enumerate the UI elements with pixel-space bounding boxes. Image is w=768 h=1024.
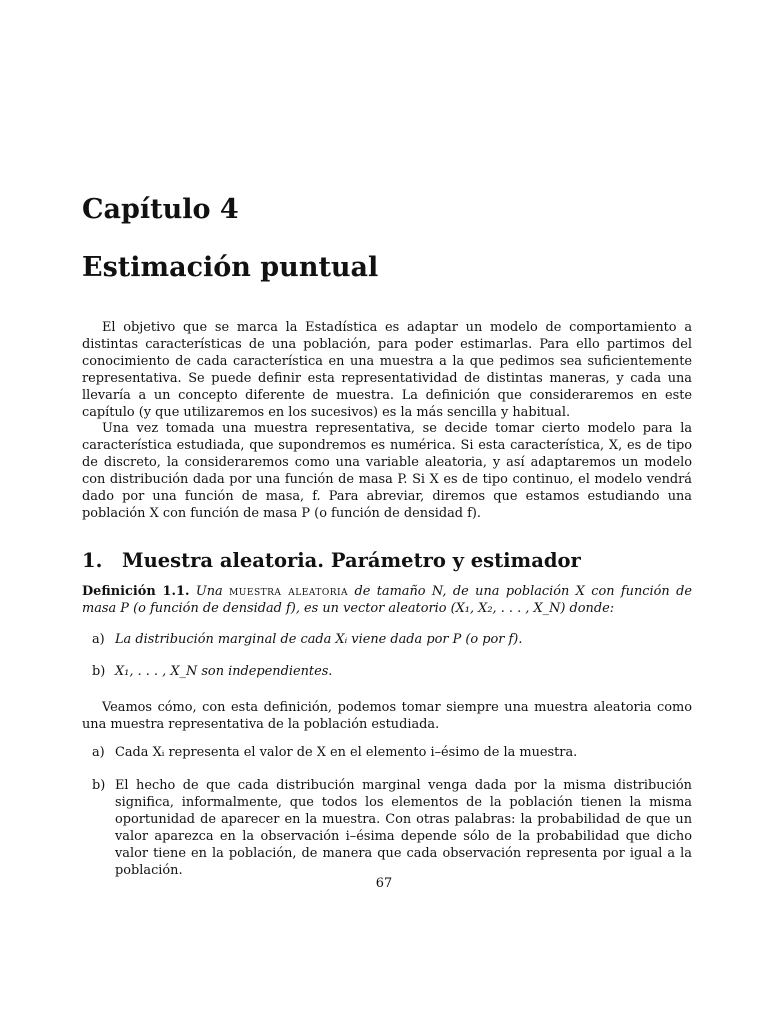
list-item xyxy=(82,778,692,879)
definition-text-after: de tamaño N, de una población X con función de masa P (o función de densidad f), es un vector aleatorio (X₁, X₂, . . . , X_N) donde: xyxy=(82,584,692,616)
page-number: 67 xyxy=(375,876,393,891)
list-marker: b) xyxy=(92,778,106,793)
chapter-label: Capítulo 4 xyxy=(82,194,239,225)
definition-item-b xyxy=(82,664,692,681)
intro-text xyxy=(82,320,692,523)
definition-label: Definición 1.1. xyxy=(82,584,190,599)
section-number: 1. xyxy=(82,549,103,572)
list-item xyxy=(82,664,692,681)
after-definition-text xyxy=(82,700,692,734)
observation-item-b xyxy=(82,778,692,879)
list-marker: b) xyxy=(92,664,106,679)
list-item-text: Cada Xᵢ representa el valor de X en el elemento i–ésimo de la muestra. xyxy=(115,745,578,760)
list-item xyxy=(82,745,692,762)
definition-text-before: Una xyxy=(195,584,223,599)
after-definition-paragraph: Veamos cómo, con esta definición, podemos tomar siempre una muestra aleatoria como una muestra representativa de la población estudiada. xyxy=(82,700,692,732)
chapter-title: Estimación puntual xyxy=(82,252,379,283)
list-marker: a) xyxy=(92,632,105,647)
list-item xyxy=(82,632,692,649)
list-marker: a) xyxy=(92,745,105,760)
section-heading xyxy=(82,547,692,575)
definition-item-a xyxy=(82,632,692,649)
section-title: Muestra aleatoria. Parámetro y estimador xyxy=(122,549,581,572)
definition-term: muestra aleatoria xyxy=(229,584,349,599)
list-item-text: X₁, . . . , X_N son independientes. xyxy=(115,664,333,679)
intro-paragraph-2: Una vez tomada una muestra representativa, se decide tomar cierto modelo para la característica estudiada, que supondremos es numérica. Si esta característica, X, es de tipo de discreto, la consideraremos como una variable aleatoria, y así adaptaremos un modelo con distribución dada por una función de masa P. Si X es de tipo continuo, el modelo vendrá dado por una función de masa, f. Para abreviar, diremos que estamos estudiando una población X con función de masa P (o función de densidad f). xyxy=(82,421,692,521)
list-item-text: El hecho de que cada distribución marginal venga dada por la misma distribución significa, informalmente, que todos los elementos de la población tienen la misma oportunidad de aparecer en la muestra. Con otras palabras: la probabilidad de que un valor aparezca en la observación i–ésima depende sólo de la probabilidad que dicho valor tiene en la población, de manera que cada observación representa por igual a la población. xyxy=(115,778,692,878)
observation-item-a xyxy=(82,745,692,762)
intro-paragraph-1: El objetivo que se marca la Estadística es adaptar un modelo de comportamiento a distintas características de una población, para poder estimarlas. Para ello partimos del conocimiento de cada característica en una muestra a la que pedimos sea suficientemente representativa. Se puede definir esta representatividad de distintas maneras, y cada una llevaría a un concepto diferente de muestra. La definición que consideraremos en este capítulo (y que utilizaremos en los sucesivos) es la más sencilla y habitual. xyxy=(82,320,692,420)
definition-block xyxy=(82,584,692,618)
list-item-text: La distribución marginal de cada Xᵢ viene dada por P (o por f). xyxy=(115,632,523,647)
